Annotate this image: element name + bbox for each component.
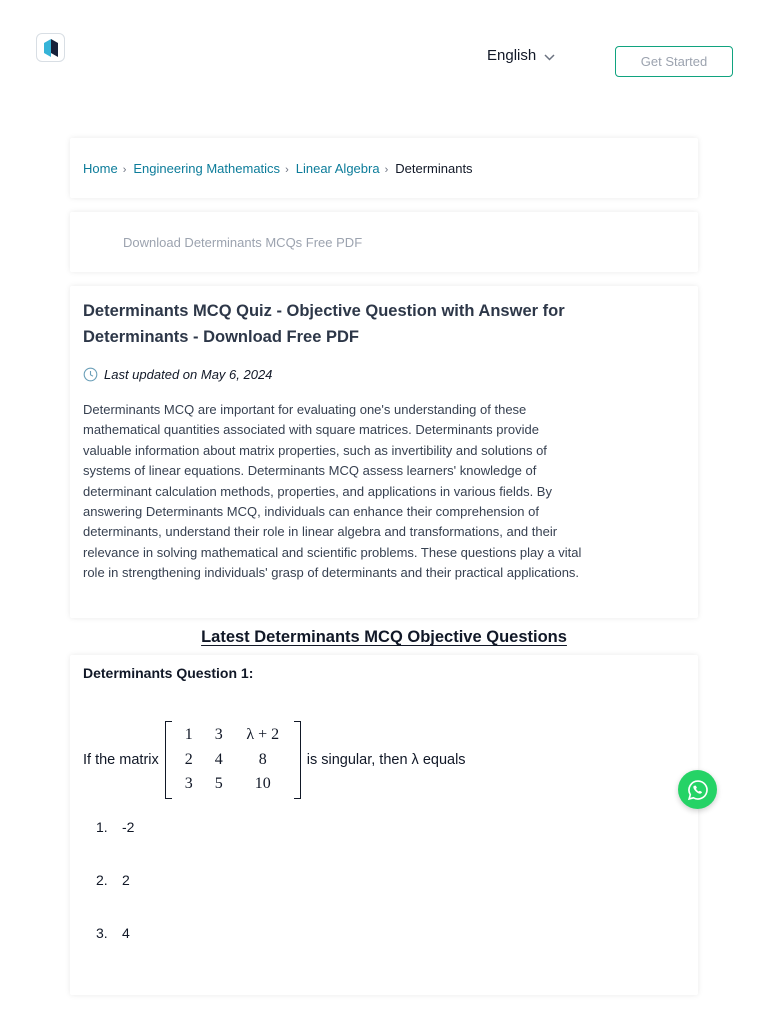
breadcrumb-current: Determinants: [395, 160, 473, 176]
site-header: [0, 0, 768, 100]
question-card: [70, 655, 698, 995]
answer-option-1[interactable]: [96, 819, 134, 872]
matrix-cell: 10: [254, 775, 271, 792]
language-selector[interactable]: [487, 47, 555, 64]
matrix-cell: 3: [184, 775, 193, 792]
question-text-after: is singular, then λ equals: [306, 751, 466, 768]
last-updated: [83, 367, 685, 382]
last-updated-text: Last updated on May 6, 2024: [104, 367, 273, 382]
matrix-cell: λ + 2: [246, 726, 280, 743]
section-heading: Latest Determinants MCQ Objective Questions: [201, 628, 567, 646]
get-started-button[interactable]: Get Started: [615, 46, 733, 77]
matrix-cell: 1: [184, 726, 193, 743]
breadcrumb: [70, 138, 698, 198]
matrix-left-bracket: [165, 721, 172, 799]
option-number: 1.: [96, 819, 108, 835]
page-title: Determinants MCQ Quiz - Objective Question with Answer for Determinants - Download Free PDF: [83, 302, 565, 346]
matrix-cell: 5: [214, 775, 223, 792]
answer-option-2[interactable]: [96, 872, 134, 925]
chevron-down-icon: [544, 54, 555, 61]
intro-card: [70, 286, 698, 618]
matrix-cell: 4: [214, 750, 223, 768]
breadcrumb-linear-algebra[interactable]: Linear Algebra: [295, 160, 380, 176]
matrix-right-bracket: [294, 721, 301, 799]
question-text: [83, 721, 466, 799]
chevron-right-icon: ›: [384, 164, 389, 176]
chevron-right-icon: ›: [285, 164, 289, 176]
option-number: 3.: [96, 925, 108, 941]
option-number: 2.: [96, 872, 108, 888]
answer-option-3[interactable]: [96, 925, 134, 978]
matrix-cell: 3: [214, 726, 223, 743]
matrix-cell: 2: [184, 750, 193, 768]
clock-icon: [83, 367, 98, 382]
matrix-cell: 8: [258, 750, 267, 768]
breadcrumb-home[interactable]: Home: [83, 160, 118, 176]
download-pdf-banner[interactable]: [70, 212, 698, 272]
whatsapp-button[interactable]: [678, 770, 717, 809]
intro-description: Determinants MCQ are important for evaluating one's understanding of these mathematical quantities associated with square matrices. Determinants provide valuable information about matrix properties, such as invertibility and solutions of systems of linear equations. Determinants MCQ assess learners' knowledge of determinant calculation methods, properties, and applications in various fields. By answering Determinants MCQ, individuals can enhance their comprehension of determinants, understand their role in linear algebra and transformations, and their relevance in solving mathematical and scientific problems. These questions play a vital role in strengthening individuals' grasp of determinants and their practical applications.: [83, 402, 582, 581]
language-label: English: [487, 47, 537, 64]
question-text-before: If the matrix: [83, 751, 159, 768]
brand-logo-icon[interactable]: [36, 33, 65, 62]
breadcrumb-engineering-mathematics[interactable]: Engineering Mathematics: [133, 160, 281, 176]
option-text: 2: [122, 872, 130, 888]
question-title: Determinants Question 1:: [83, 665, 254, 681]
whatsapp-icon: [687, 779, 709, 801]
question-matrix: [165, 721, 301, 799]
answer-options: [96, 819, 134, 978]
chevron-right-icon: ›: [122, 164, 127, 176]
option-text: -2: [122, 819, 135, 835]
option-text: 4: [122, 925, 130, 941]
matrix-grid: [172, 721, 294, 799]
download-pdf-label: Download Determinants MCQs Free PDF: [123, 234, 363, 250]
